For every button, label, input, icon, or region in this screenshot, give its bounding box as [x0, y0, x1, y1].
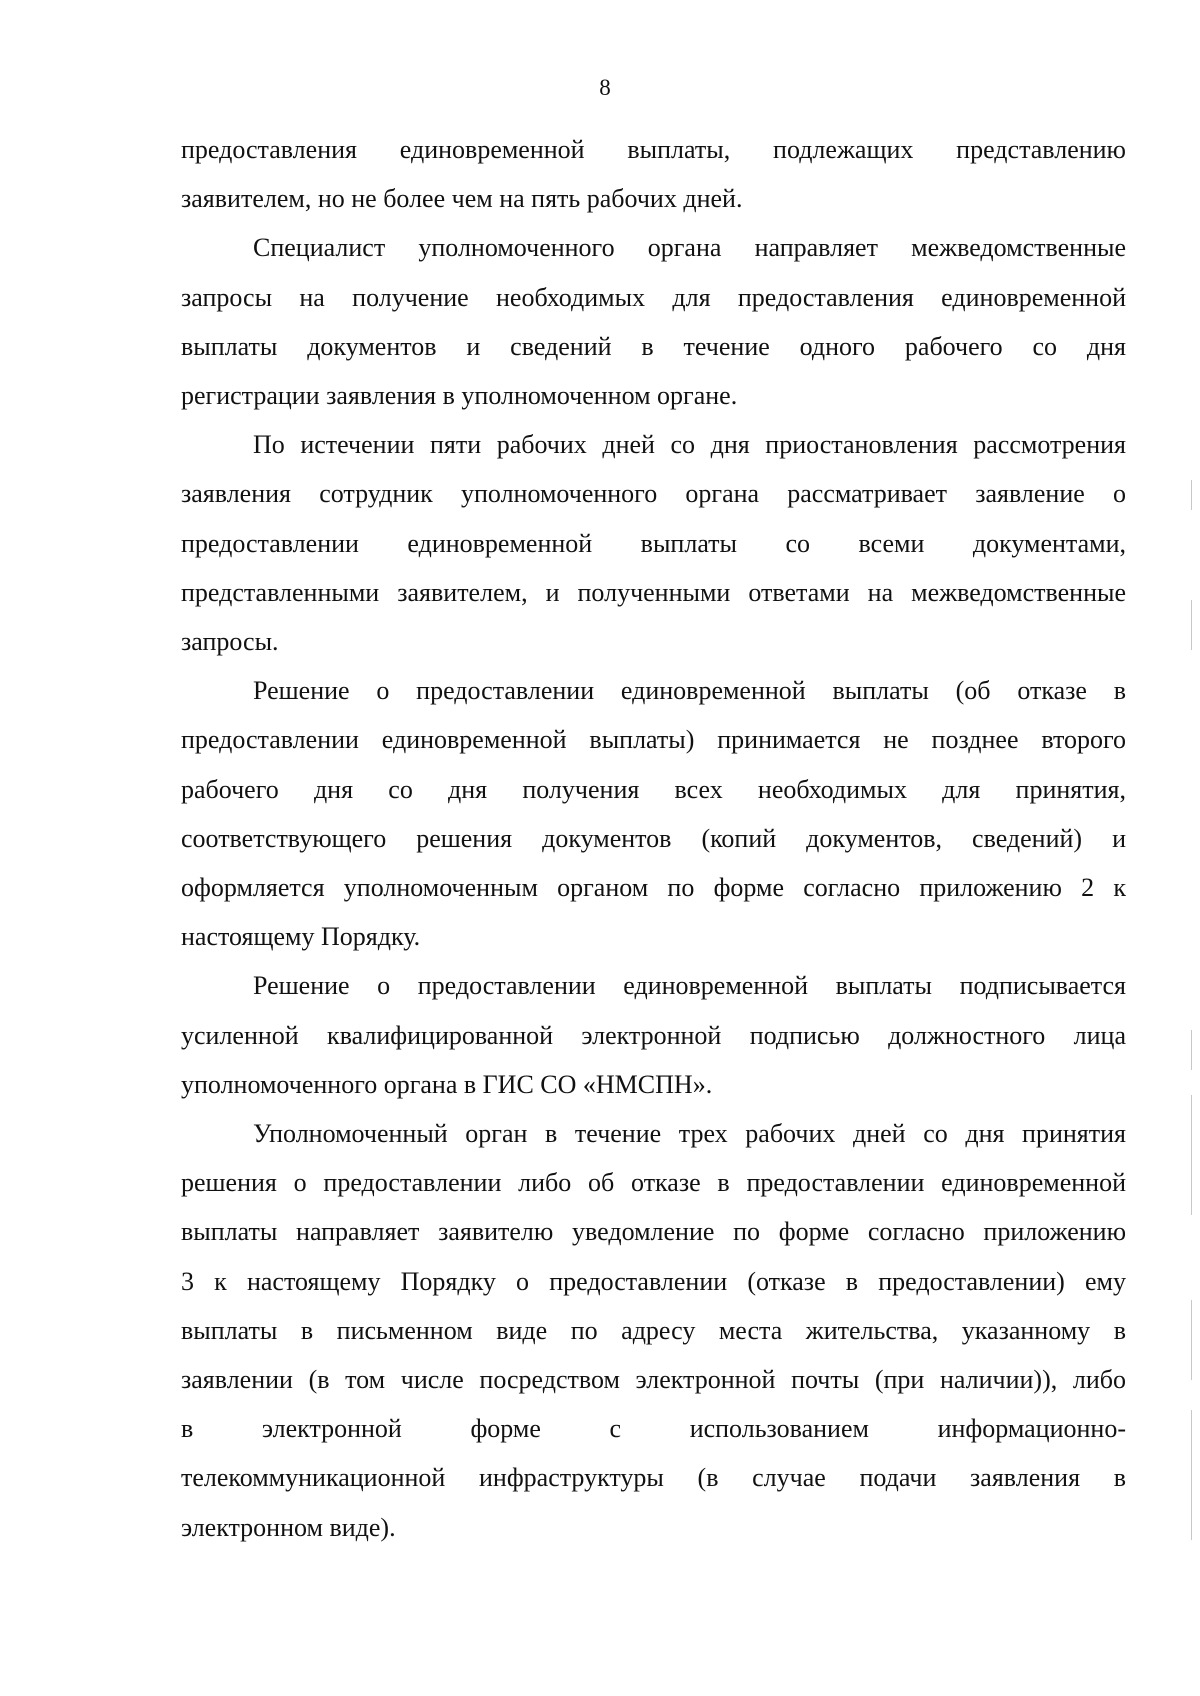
text-line: выплаты в письменном виде по адресу места жительства, указанному в — [181, 1315, 1126, 1345]
scan-artifact — [1191, 600, 1192, 650]
paragraph-3 — [181, 420, 1126, 666]
text-line: запросы на получение необходимых для предоставления единовременной — [181, 282, 1126, 312]
text-line: Решение о предоставлении единовременной выплаты (об отказе в — [253, 676, 1126, 706]
text-line: в электронной форме с использованием информационно- — [181, 1414, 1126, 1444]
text-line: регистрации заявления в уполномоченном органе. — [181, 381, 738, 411]
text-line: представленными заявителем, и полученными ответами на межведомственные — [181, 577, 1126, 607]
text-line: Уполномоченный орган в течение трех рабочих дней со дня принятия — [253, 1119, 1126, 1149]
scan-artifact — [1191, 1030, 1192, 1070]
page-number: 8 — [599, 75, 611, 100]
text-line: телекоммуникационной инфраструктуры (в случае подачи заявления в — [181, 1463, 1126, 1493]
text-line: выплаты направляет заявителю уведомление по форме согласно приложению — [181, 1217, 1126, 1247]
text-line: заявления сотрудник уполномоченного органа рассматривает заявление о — [181, 479, 1126, 509]
text-line: предоставления единовременной выплаты, подлежащих представлению — [181, 135, 1126, 164]
text-line: 3 к настоящему Порядку о предоставлении (отказе в предоставлении) ему — [181, 1266, 1126, 1296]
text-line: решения о предоставлении либо об отказе в предоставлении единовременной — [181, 1168, 1126, 1198]
paragraph-5 — [181, 961, 1126, 1109]
paragraph-6 — [181, 1109, 1126, 1552]
text-line: выплаты документов и сведений в течение одного рабочего со дня — [181, 331, 1126, 361]
paragraph-4 — [181, 666, 1126, 961]
text-line: настоящему Порядку. — [181, 922, 421, 952]
text-line: предоставлении единовременной выплаты со всеми документами, — [181, 528, 1126, 558]
scan-artifact — [1191, 480, 1192, 510]
text-line: соответствующего решения документов (копий документов, сведений) и — [181, 823, 1126, 853]
text-line: заявлении (в том числе посредством электронной почты (при наличии)), либо — [181, 1365, 1126, 1395]
text-line: предоставлении единовременной выплаты) принимается не позднее второго — [181, 725, 1126, 755]
paragraph-1 — [181, 125, 1126, 223]
scan-artifact — [1191, 1410, 1192, 1540]
scan-artifact — [1191, 1300, 1192, 1380]
text-line: оформляется уполномоченным органом по форме согласно приложению 2 к — [181, 873, 1126, 903]
text-line: заявителем, но не более чем на пять рабочих дней. — [181, 184, 743, 214]
paragraph-2 — [181, 223, 1126, 420]
text-line: электронном виде). — [181, 1512, 396, 1542]
scan-artifact — [1191, 1095, 1192, 1215]
text-line: уполномоченного органа в ГИС СО «НМСПН». — [181, 1069, 713, 1099]
text-line: запросы. — [181, 627, 279, 657]
text-line: рабочего дня со дня получения всех необходимых для принятия, — [181, 774, 1126, 804]
text-line: Специалист уполномоченного органа направляет межведомственные — [253, 233, 1126, 263]
document-body — [181, 125, 1126, 1552]
text-line: усиленной квалифицированной электронной подписью должностного лица — [181, 1020, 1126, 1050]
text-line: По истечении пяти рабочих дней со дня приостановления рассмотрения — [253, 430, 1126, 460]
text-line: Решение о предоставлении единовременной выплаты подписывается — [253, 971, 1126, 1001]
